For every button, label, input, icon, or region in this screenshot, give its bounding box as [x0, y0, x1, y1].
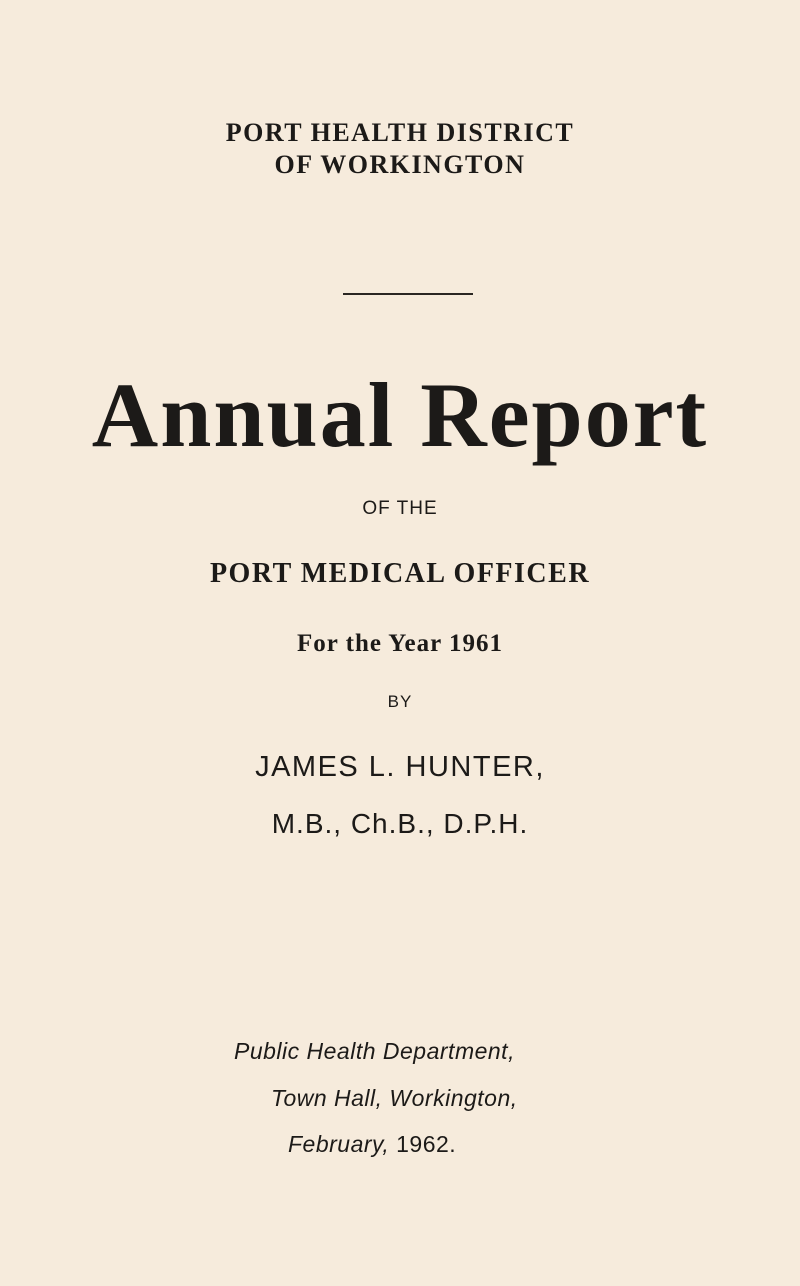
report-year: For the Year 1961 — [296, 630, 504, 657]
author-qualifications: M.B., Ch.B., D.P.H. — [271, 808, 529, 839]
address-town-hall: Town Hall, Workington, — [271, 1085, 518, 1111]
district-title-line1: PORT HEALTH DISTRICT — [225, 118, 575, 147]
author-name: JAMES L. HUNTER, — [255, 751, 545, 783]
date-year: 1962. — [396, 1131, 457, 1157]
by-label: BY — [387, 692, 413, 711]
address-date — [288, 1131, 456, 1158]
address-department: Public Health Department, — [234, 1038, 515, 1064]
of-the-label: OF THE — [362, 498, 438, 519]
district-title-line2: OF WORKINGTON — [274, 150, 526, 179]
date-month: February, — [288, 1131, 390, 1157]
report-title: Annual Report — [91, 364, 709, 466]
divider-rule — [343, 293, 473, 295]
office-title: PORT MEDICAL OFFICER — [209, 558, 591, 589]
